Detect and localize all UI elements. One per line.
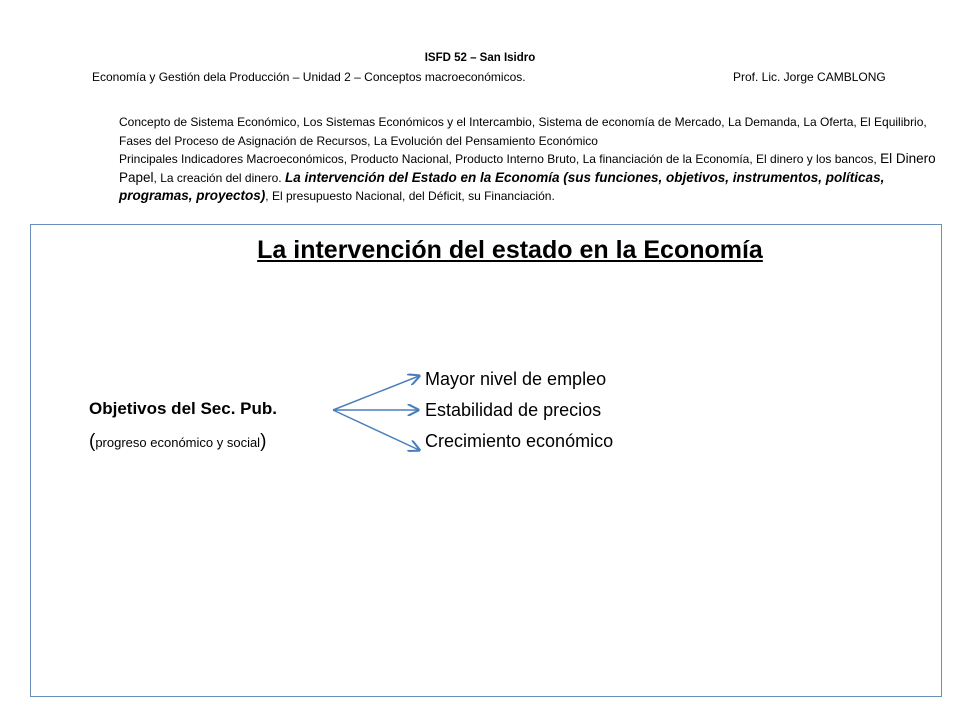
paren-open: ( bbox=[89, 431, 96, 452]
topics-line-1: Concepto de Sistema Económico, Los Sistemas Económicos y el Intercambio, Sistema de economía de Mercado, La Demanda, La Oferta, El Equilibrio, Fases del Proceso de Asignación de Recursos, La Evolución del Pensamiento Económico bbox=[119, 115, 927, 148]
goal-item-growth: Crecimiento económico bbox=[425, 431, 614, 451]
topics-text: , El presupuesto Nacional, del Déficit, su Financiación. bbox=[265, 189, 555, 203]
goal-item-price-stability: Estabilidad de precios bbox=[425, 400, 602, 420]
arrow-to-employment bbox=[333, 376, 419, 410]
objectives-subtitle-text: progreso económico y social bbox=[95, 435, 261, 450]
topics-dinero-papel: El Dinero Papel bbox=[119, 151, 936, 185]
goal-item-employment: Mayor nivel de empleo bbox=[425, 369, 607, 389]
topics-highlight: La intervención del Estado en la Economía (sus funciones, objetivos, instrumentos, políticas, programas, proyectos) bbox=[119, 169, 885, 203]
arrow-to-growth bbox=[333, 410, 419, 450]
institution-heading: ISFD 52 – San Isidro bbox=[424, 52, 536, 64]
topics-text: , La creación del dinero. bbox=[153, 170, 285, 185]
course-line: Economía y Gestión dela Producción – Unidad 2 – Conceptos macroeconómicos. bbox=[92, 70, 526, 84]
objectives-label: Objetivos del Sec. Pub. bbox=[89, 399, 277, 418]
professor-name: Prof. Lic. Jorge CAMBLONG bbox=[733, 70, 886, 84]
topics-text: Principales Indicadores Macroeconómicos, Producto Nacional, Producto Interno Bruto, La financiación de la Economía, El dinero y los bancos, bbox=[119, 152, 881, 166]
slide-title: La intervención del estado en la Economía bbox=[257, 236, 763, 264]
paren-close: ) bbox=[260, 431, 267, 452]
